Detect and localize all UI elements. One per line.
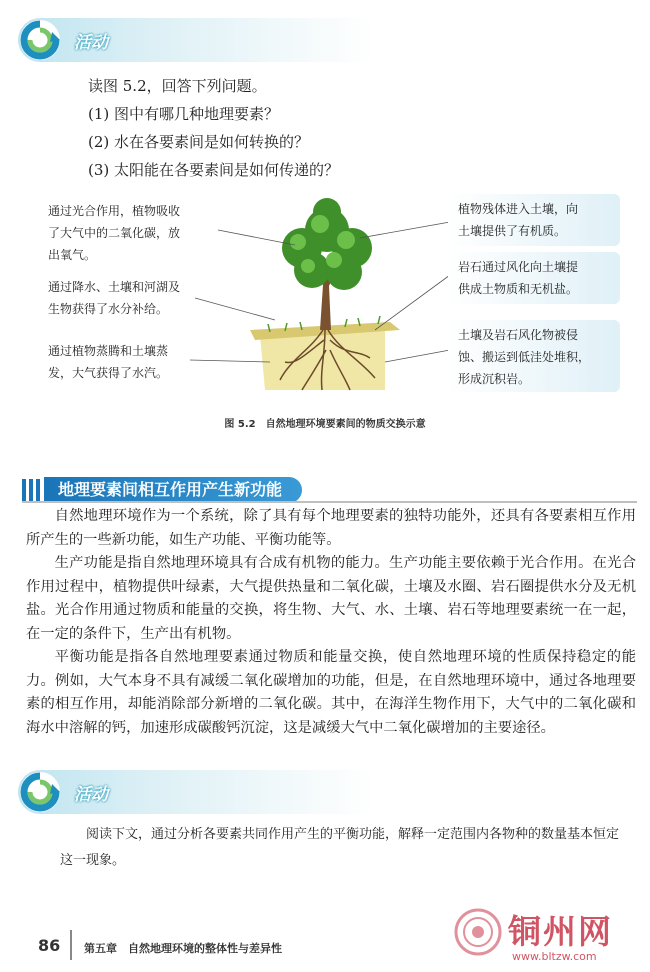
paragraph-intro: 自然地理环境作为一个系统，除了具有每个地理要素的独特功能外，还具有各要素相互作用所产生的一些新功能，如生产功能、平衡功能等。: [26, 508, 636, 548]
question-1: (1) 图中有哪几种地理要素？: [88, 105, 280, 123]
activity-title: 活动: [74, 33, 108, 53]
activity-refresh-icon: [18, 770, 62, 814]
section-heading: [22, 477, 382, 503]
note-weathering: 岩石通过风化向土壤提 供成土物质和无机盐。: [458, 260, 579, 296]
activity-banner-top: [18, 18, 438, 62]
note-sedimentation: 土壤及岩石风化物被侵 蚀、搬运到低洼处堆积， 形成沉积岩。: [458, 328, 591, 386]
chapter-title: 第五章 自然地理环境的整体性与差异性: [84, 942, 282, 955]
figure-5-2: [40, 190, 620, 410]
section-body: [26, 505, 636, 740]
question-3: (3) 太阳能在各要素间是如何传递的？: [88, 161, 340, 179]
activity-title: 活动: [74, 785, 108, 805]
section-title: 地理要素间相互作用产生新功能: [44, 477, 302, 503]
page-number: 86: [38, 936, 61, 955]
figure-caption: 图 5.2 自然地理环境要素间的物质交换示意: [224, 419, 426, 430]
question-2: (2) 水在各要素间是如何转换的？: [88, 133, 310, 151]
activity-refresh-icon: [18, 18, 62, 62]
activity-banner-bottom: [18, 770, 438, 814]
note-transpiration: 通过植物蒸腾和土壤蒸 发，大气获得了水汽。: [48, 344, 169, 380]
note-photosynthesis: 通过光合作用，植物吸收 了大气中的二氧化碳，放 出氧气。: [48, 204, 181, 262]
watermark: [452, 902, 642, 970]
watermark-url: www.bltzw.com: [512, 950, 597, 963]
activity-questions: [88, 72, 339, 184]
paragraph-balance: 平衡功能是指各自然地理要素通过物质和能量交换，使自然地理环境的性质保持稳定的能力。例如，大气本身不具有减缓二氧化碳增加的功能，但是，在自然地理环境中，通过各地理要素的相互作用，却能消除部分新增的二氧化碳。其中，在海洋生物作用下，大气中的二氧化碳和海水中溶解的钙，加速形成碳酸钙沉淀，这是减缓大气中二氧化碳增加的主要途径。: [26, 649, 636, 736]
activity-bottom-text: 阅读下文，通过分析各要素共同作用产生的平衡功能，解释一定范围内各物种的数量基本恒定这一现象。: [60, 827, 620, 868]
paragraph-production: 生产功能是指自然地理环境具有合成有机物的能力。生产功能主要依赖于光合作用。在光合作用过程中，植物提供叶绿素，大气提供热量和二氧化碳，土壤及水圈、岩石圈提供水分及无机盐。光合作用通过物质和能量的交换，将生物、大气、水、土壤、岩石等地理要素统一在一起，在一定的条件下，生产出有机物。: [26, 555, 636, 642]
watermark-brand: 铜州网: [508, 912, 613, 951]
note-organic-matter: 植物残体进入土壤，向 土壤提供了有机质。: [458, 202, 579, 238]
note-water-supply: 通过降水、土壤和河湖及 生物获得了水分补给。: [48, 280, 181, 316]
footer-divider: [70, 930, 72, 960]
watermark-logo-icon: [452, 906, 504, 958]
section-stripes-icon: [22, 479, 40, 501]
section-divider: [22, 501, 637, 503]
activity-intro: 读图 5.2，回答下列问题。: [88, 77, 267, 95]
